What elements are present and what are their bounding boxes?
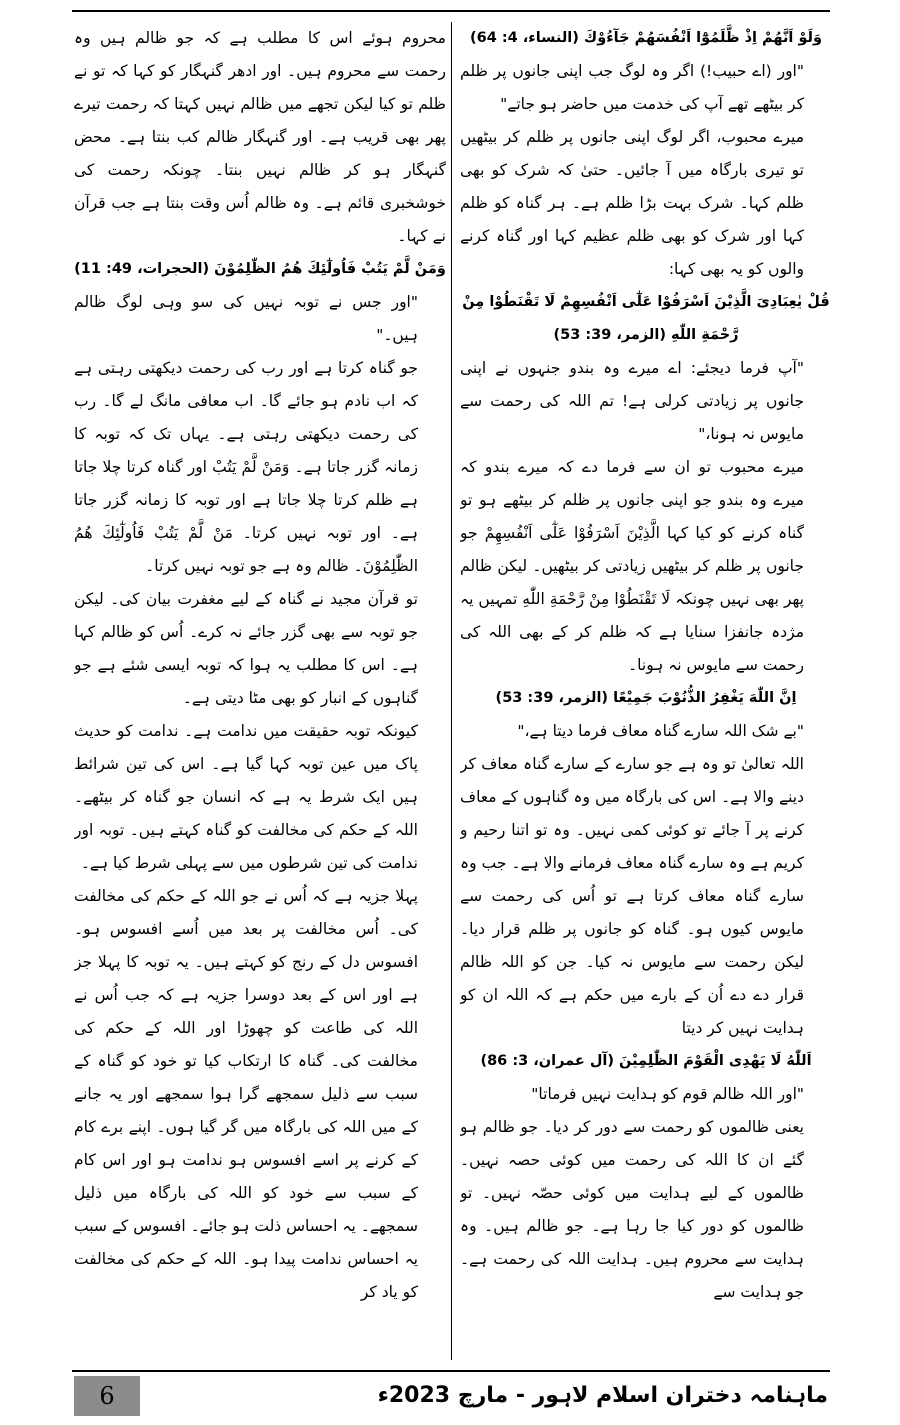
paragraph: "آپ فرما دیجئے: اے میرے وہ بندو جنہوں نے اپنی جانوں پر زیادتی کرلی ہے! تم اللہ کی رحمت سے مایوس نہ ہونا،" <box>460 359 804 443</box>
paragraph: جو گناہ کرتا ہے اور رب کی رحمت دیکھتی رہتی ہے کہ اب نادم ہو جائے گا۔ اب معافی مانگ لے گا۔ رب کی رحمت دیکھتی رہتی ہے۔ یہاں تک کہ توبہ کا زمانہ گزر جاتا ہے۔ وَمَنْ لَّمْ یَتُبْ اور گناہ کرتا چلا جاتا ہے ظلم کرتا چلا جاتا ہے اور توبہ کا زمانہ گزر جاتا ہے۔ اور توبہ نہیں کرتا۔ مَنْ لَّمْ یَتُبْ فَاُولٰٓئِكَ هُمُ الظّٰلِمُوْنَ۔ ظالم وہ ہے جو توبہ نہیں کرتا۔ <box>74 359 418 575</box>
page-number: 6 <box>74 1376 140 1416</box>
paragraph: اللہ تعالیٰ تو وہ ہے جو سارے کے سارے گناہ معاف کر دینے والا ہے۔ اس کی بارگاہ میں وہ گناہوں کے معاف کرنے پر آ جائے تو کوئی کمی نہیں۔ وہ تو اتنا رحیم و کریم ہے وہ سارے گناہ معاف فرمانے والا ہے۔ جب وہ سارے گناہ معاف کرتا ہے تو اُس کی رحمت سے مایوس کیوں ہو۔ گناہ کو جانوں پر ظلم قرار دیا۔ لیکن رحمت سے مایوس نہ کیا۔ جن کو اللہ ظالم قرار دے دے اُن کے بارے میں حکم ہے کہ اللہ ان کو ہدایت نہیں کر دیتا <box>460 755 804 1037</box>
paragraph: میرے محبوب تو ان سے فرما دے کہ میرے بندو کہ میرے وہ بندو جو اپنی جانوں پر ظلم کر بیٹھے ہو تو گناہ کرنے کو کیا کہا الَّذِیْنَ اَسْرَفُوْا عَلٰٓی اَنْفُسِهِمْ جو جانوں پر ظلم کر بیٹھیں زیادتی کر بیٹھیں۔ لیکن ظالم پھر بھی نہیں چونکہ لَا تَقْنَطُوْا مِنْ رَّحْمَةِ اللّٰهِ تمہیں یہ مژدہ جانفزا سنایا ہے کہ ظلم کر کے بھی اللہ کی رحمت سے مایوس نہ ہونا۔ <box>460 458 804 674</box>
paragraph: "بے شک اللہ سارے گناہ معاف فرما دیتا ہے،" <box>517 722 804 740</box>
paragraph: "اور جس نے توبہ نہیں کی سو وہی لوگ ظالم ہیں۔" <box>74 293 418 344</box>
paragraph: یعنی ظالموں کو رحمت سے دور کر دیا۔ جو ظالم ہو گئے ان کا اللہ کی رحمت میں کوئی حصہ نہیں۔ ظالموں کے لیے ہدایت میں کوئی حصّہ نہیں۔ تو ظالموں کو دور کیا جا رہا ہے۔ جو ظالم ہیں۔ وہ ہدایت سے محروم ہیں۔ ہدایت اللہ کی رحمت ہے۔ جو ہدایت سے <box>460 1118 804 1301</box>
verse: قُلْ یٰعِبَادِیَ الَّذِیْنَ اَسْرَفُوْا عَلٰٓی اَنْفُسِهِمْ لَا تَقْنَطُوْا مِنْ رَّحْمَةِ اللّٰهِ (الزمر، 39: 53) <box>462 294 830 343</box>
verse: اَللّٰهُ لَا یَهْدِی الْقَوْمَ الظّٰلِمِیْنَ (آل عمران، 3: 86) <box>480 1053 812 1069</box>
bottom-rule <box>72 1370 830 1372</box>
column-divider <box>451 22 452 1360</box>
verse: وَمَنْ لَّمْ یَتُبْ فَاُولٰٓئِكَ هُمُ الظّٰلِمُوْنَ (الحجرات، 49: 11) <box>74 261 446 277</box>
paragraph: "اور اللہ ظالم قوم کو ہدایت نہیں فرماتا" <box>531 1085 804 1103</box>
paragraph: کیونکہ توبہ حقیقت میں ندامت ہے۔ ندامت کو حدیث پاک میں عین توبہ کہا گیا ہے۔ اس کی تین شرائط ہیں ایک شرط یہ ہے کہ انسان جو گناہ کر بیٹھے۔ اللہ کے حکم کی مخالفت کو گناہ کہتے ہیں۔ توبہ اور ندامت کی تین شرطوں میں سے پہلی شرط کیا ہے۔ <box>74 722 418 872</box>
paragraph: محروم ہوئے اس کا مطلب ہے کہ جو ظالم ہیں وہ رحمت سے محروم ہیں۔ اور ادھر گنہگار کو کہا کہ تو نے ظلم تو کیا لیکن تجھے میں ظالم نہیں کہتا کہ رحمت تیرے پھر بھی قریب ہے۔ اور گنہگار ظالم کب بنتا ہے۔ محض گنہگار ہو کر ظالم نہیں بنتا۔ چونکہ رحمت کی خوشخبری قائم ہے۔ وہ ظالم اُس وقت بنتا ہے جب قرآن نے کہا۔ <box>74 29 446 245</box>
right-column <box>460 22 832 1360</box>
verse: وَلَوْ اَنَّهُمْ اِذْ ظَّلَمُوْٓا اَنْفُسَهُمْ جَآءُوْكَ (النساء، 4: 64) <box>469 30 823 46</box>
paragraph: میرے محبوب، اگر لوگ اپنی جانوں پر ظلم کر بیٹھیں تو تیری بارگاہ میں آ جائیں۔ حتیٰ کہ شرک کو بھی ظلم کہا۔ شرک بہت بڑا ظلم ہے۔ ہر گناہ کو ظلم کہا اور شرک کو بھی ظلم عظیم کہا اور گناہ کرنے والوں کو یہ بھی کہا: <box>460 128 804 278</box>
left-column <box>74 22 446 1360</box>
paragraph: پہلا جزیہ ہے کہ اُس نے جو اللہ کے حکم کی مخالفت کی۔ اُس مخالفت پر بعد میں اُسے افسوس ہو۔ افسوس دل کے رنج کو کہتے ہیں۔ یہ توبہ کا پہلا جز ہے اور اس کے بعد دوسرا جزیہ ہے کہ جب اُس نے اللہ کی طاعت کو چھوڑا اور اللہ کے حکم کی مخالفت کی۔ گناہ کا ارتکاب کیا تو خود کو گناہ کے سبب سے ذلیل سمجھے گرا ہوا سمجھے اور یہ جانے کے میں اللہ کی بارگاہ میں گر گیا ہوں۔ اپنے برے کام کے کرنے پر اسے افسوس ہو ندامت ہو اور اس کام کے سبب سے خود کو اللہ کی بارگاہ میں ذلیل سمجھے۔ یہ احساس ذلت ہو جائے۔ افسوس کے سبب یہ احساس ندامت پیدا ہو۔ اللہ کے حکم کی مخالفت کو یاد کر <box>74 887 418 1301</box>
top-rule <box>72 10 830 12</box>
paragraph: تو قرآن مجید نے گناہ کے لیے مغفرت بیان کی۔ لیکن جو توبہ سے بھی گزر جائے نہ کرے۔ اُس کو ظالم کہا ہے۔ اس کا مطلب یہ ہوا کہ توبہ ایسی شئے ہے جو گناہوں کے انبار کو بھی مٹا دیتی ہے۔ <box>74 590 418 707</box>
verse: اِنَّ اللّٰهَ یَغْفِرُ الذُّنُوْبَ جَمِیْعًا (الزمر، 39: 53) <box>495 690 797 706</box>
footer-title: ماہنامہ دختران اسلام لاہور - مارچ 2023ء <box>377 1383 828 1408</box>
paragraph: "اور (اے حبیب!) اگر وہ لوگ جب اپنی جانوں پر ظلم کر بیٹھے تھے آپ کی خدمت میں حاضر ہو جاتے" <box>460 62 804 113</box>
